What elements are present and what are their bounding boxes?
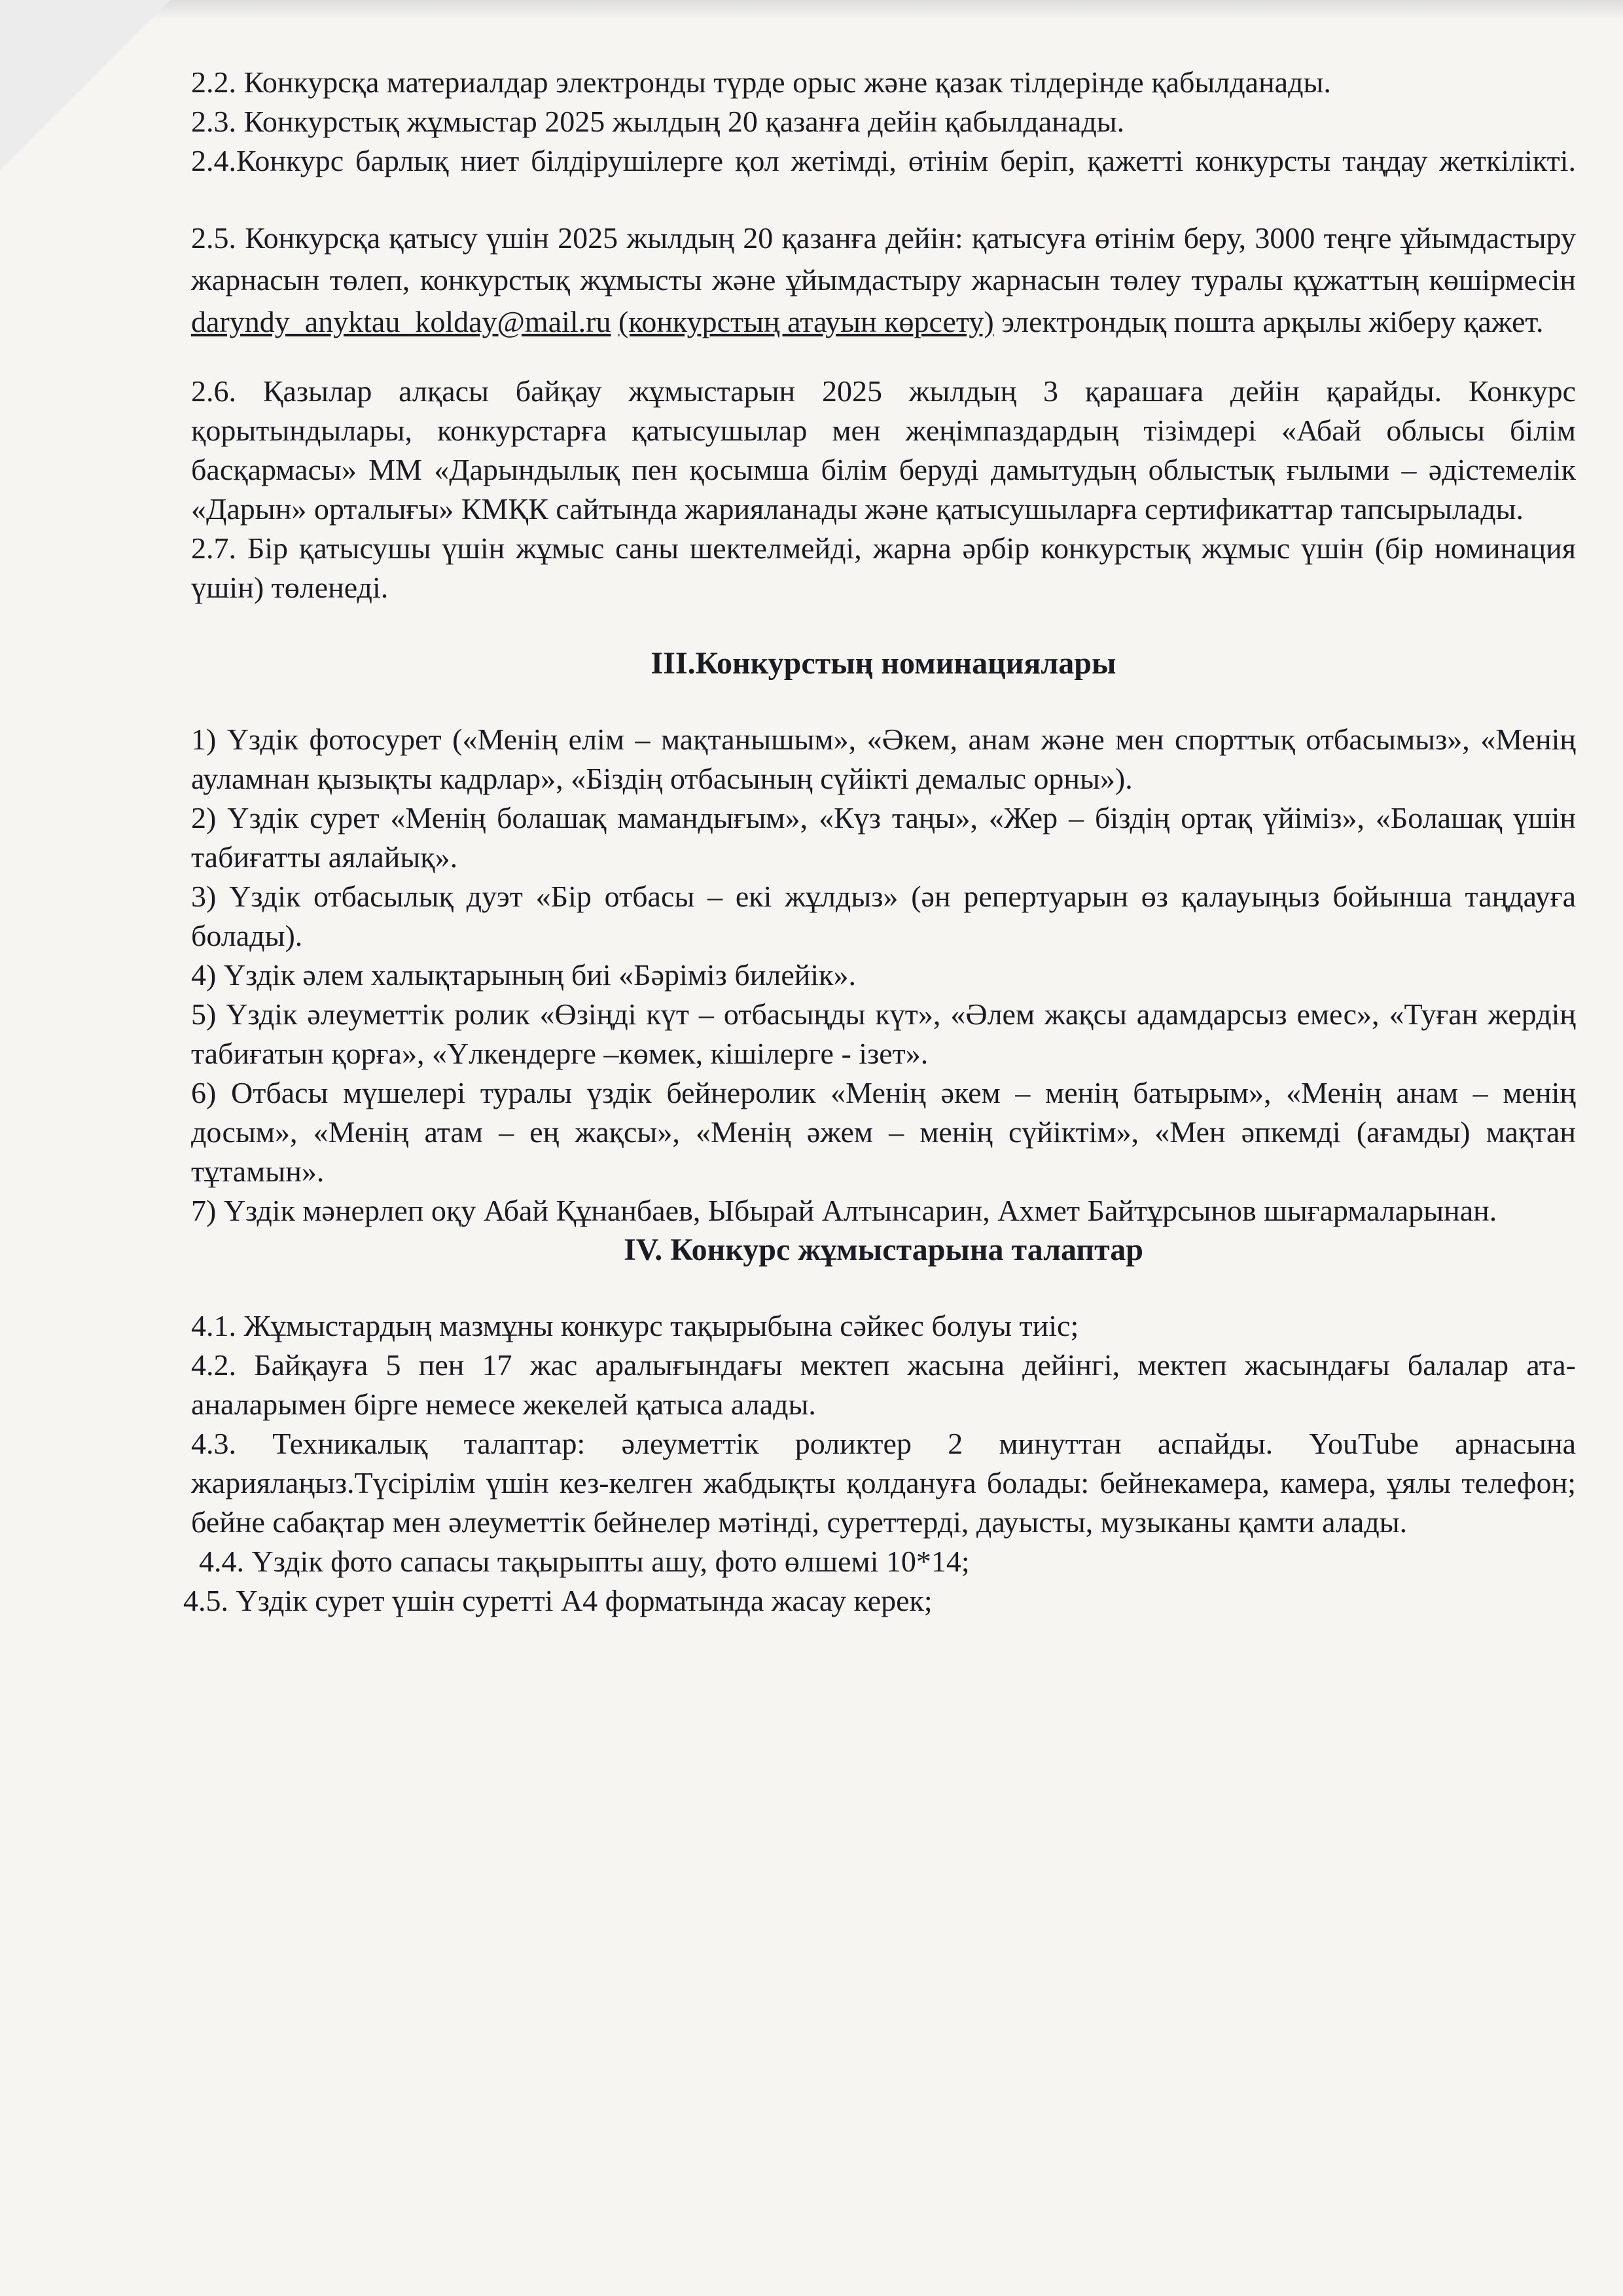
nomination-item-4: 4) Үздік әлем халықтарының биі «Бәріміз билейік». xyxy=(191,958,856,992)
section-3-heading: III.Конкурстың номинациялары xyxy=(651,646,1116,681)
paragraph-2-3: 2.3. Конкурстық жұмыстар 2025 жылдың 20 қазанға дейін қабылданады. xyxy=(191,105,1125,138)
paragraph-2-4: 2.4.Конкурс барлық ниет білдірушілерге қол жетімді, өтінім беріп, қажетті конкурсты таңдау жеткілікті. xyxy=(191,144,1576,177)
paragraph-2-7: 2.7. Бір қатысушы үшін жұмыс саны шектелмейді, жарна әрбір конкурстық жұмыс үшін (бір номинация үшін) төленеді. xyxy=(191,531,1576,604)
nomination-item-6: 6) Отбасы мүшелері туралы үздік бейнеролик «Менің әкем – менің батырым», «Менің анам – менің досым», «Менің атам – ең жақсы», «Менің әжем – менің сүйіктім», «Мен әпкемді (ағамды) мақтан тұтамын». xyxy=(191,1076,1576,1188)
paragraph-2-5 xyxy=(191,217,1576,343)
contact-email-link[interactable]: daryndy_anyktau_kolday@mail.ru xyxy=(191,305,611,338)
document-body xyxy=(183,63,1576,1621)
nomination-item-5: 5) Үздік әлеуметтік ролик «Өзіңді күт – отбасыңды күт», «Әлем жақсы адамдарсыз емес», «Туған жердің табиғатын қорға», «Үлкендерге –көмек, кішілерге - ізет». xyxy=(191,997,1576,1070)
requirement-item-4-5: 4.5. Үздік сурет үшін суретті А4 форматында жасау керек; xyxy=(183,1584,933,1617)
nomination-item-1: 1) Үздік фотосурет («Менің елім – мақтанышым», «Әкем, анам және мен спорттық отбасымыз», «Менің ауламнан қызықты кадрлар», «Біздің отбасының сүйікті демалыс орны»). xyxy=(191,723,1576,795)
paragraph-2-5-tail: электрондық пошта арқылы жіберу қажет. xyxy=(993,305,1544,338)
page-top-edge xyxy=(0,0,1623,20)
requirement-item-4-4: 4.4. Үздік фото сапасы тақырыпты ашу, фото өлшемі 10*14; xyxy=(199,1545,970,1578)
paragraph-2-6: 2.6. Қазылар алқасы байқау жұмыстарын 2025 жылдың 3 қарашаға дейін қарайды. Конкурс қорытындылары, конкурстарға қатысушылар мен жеңімпаздардың тізімдері «Абай облысы білім басқармасы» ММ «Дарындылық пен қосымша білім беруді дамытудың облыстық ғылыми – әдістемелік «Дарын» орталығы» КМҚК сайтында жарияланады және қатысушыларға сертификаттар тапсырылады. xyxy=(191,374,1576,526)
requirement-item-4-2: 4.2. Байқауға 5 пен 17 жас аралығындағы мектеп жасына дейінгі, мектеп жасындағы балалар ата-аналарымен бірге немесе жекелей қатыса алады. xyxy=(191,1348,1576,1421)
contest-name-note: (конкурстың атауын көрсету) xyxy=(618,305,994,338)
requirement-item-4-3: 4.3. Техникалық талаптар: әлеуметтік роликтер 2 минуттан аспайды. YouTube арнасына жариялаңыз.Түсірілім үшін кез-келген жабдықты қолдануға болады: бейнекамера, камера, ұялы телефон; бейне сабақтар мен әлеуметтік бейнелер мәтінді, суреттерді, дауысты, музыканы қамти алады. xyxy=(191,1427,1576,1539)
paragraph-2-2: 2.2. Конкурсқа материалдар электронды түрде орыс және қазак тілдерінде қабылданады. xyxy=(191,65,1331,99)
paragraph-2-5-text: 2.5. Конкурсқа қатысу үшін 2025 жылдың 20 қазанға дейін: қатысуға өтінім беру, 3000 теңге ұйымдастыру жарнасын төлеп, конкурстық жұмысты және ұйымдастыру жарнасын төлеу туралы құжаттың көшірмесін xyxy=(191,221,1576,296)
page-corner-fold xyxy=(0,0,170,170)
nomination-item-7: 7) Үздік мәнерлеп оқу Абай Құнанбаев, Ыбырай Алтынсарин, Ахмет Байтұрсынов шығармаларынан. xyxy=(191,1194,1497,1227)
nomination-item-3: 3) Үздік отбасылық дуэт «Бір отбасы – екі жұлдыз» (ән репертуарын өз қалауыңыз бойынша таңдауға болады). xyxy=(191,880,1576,952)
section-4-heading: IV. Конкурс жұмыстарына талаптар xyxy=(624,1232,1143,1267)
requirement-item-4-1: 4.1. Жұмыстардың мазмұны конкурс тақырыбына сәйкес болуы тиіс; xyxy=(191,1309,1079,1342)
nomination-item-2: 2) Үздік сурет «Менің болашақ мамандығым», «Күз таңы», «Жер – біздің ортақ үйіміз», «Болашақ үшін табиғатты аялайық». xyxy=(191,801,1576,874)
